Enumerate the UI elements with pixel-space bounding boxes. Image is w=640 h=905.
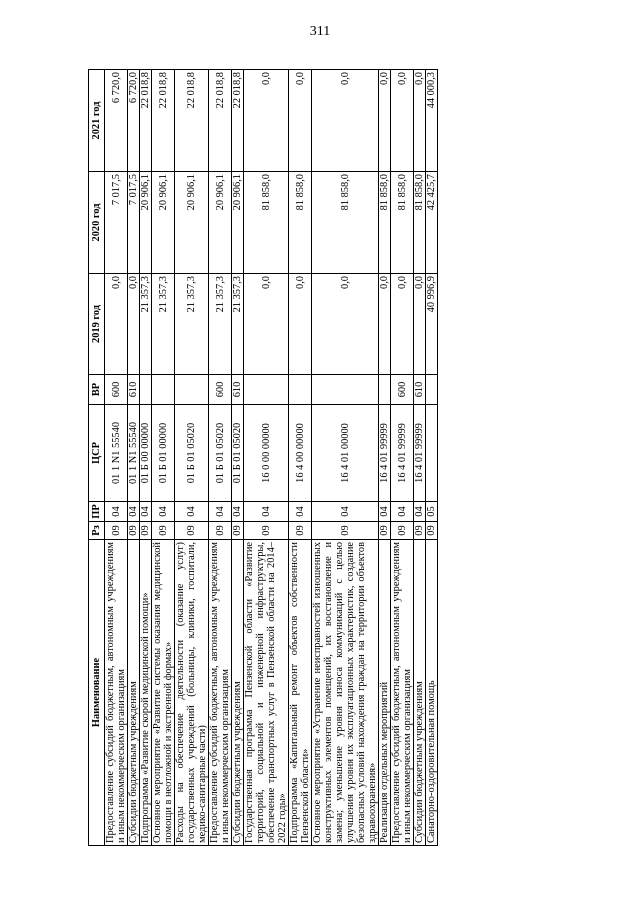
table-row [105,70,128,846]
header-2019: 2019 год [89,274,105,375]
cell-pr: 05 [426,502,438,522]
cell-2021: 0,0 [289,70,312,172]
header-2021: 2021 год [89,70,105,172]
cell-2019: 0,0 [128,274,140,375]
cell-pr: 04 [140,502,152,522]
cell-vr: 610 [414,375,426,405]
cell-pr: 04 [232,502,244,522]
cell-rz: 09 [414,522,426,540]
cell-csr: 01 Б 01 05020 [232,405,244,502]
cell-2019: 21 357,3 [209,274,232,375]
cell-pr: 04 [244,502,289,522]
cell-csr: 16 0 00 00000 [244,405,289,502]
cell-2020: 7 017,5 [128,172,140,274]
cell-csr: 01 Б 00 00000 [140,405,152,502]
cell-pr: 04 [391,502,414,522]
table-row [152,70,175,846]
cell-2020: 81 858,0 [312,172,379,274]
cell-2020: 81 858,0 [379,172,391,274]
cell-csr: 01 1 N1 55540 [105,405,128,502]
cell-pr: 04 [379,502,391,522]
cell-vr: 600 [105,375,128,405]
cell-rz: 09 [426,522,438,540]
cell-2019: 0,0 [391,274,414,375]
cell-csr [426,405,438,502]
cell-csr: 01 Б 01 05020 [209,405,232,502]
budget-table [88,69,438,846]
cell-2019: 40 996,9 [426,274,438,375]
cell-csr: 01 Б 01 00000 [152,405,175,502]
cell-rz: 09 [312,522,379,540]
table-row [244,70,289,846]
cell-csr: 01 1 N1 55540 [128,405,140,502]
cell-rz: 09 [128,522,140,540]
cell-name: Санаторно-оздоровительная помощь [426,540,438,846]
cell-2020: 20 906,1 [140,172,152,274]
cell-2020: 81 858,0 [244,172,289,274]
cell-name: Субсидии бюджетным учреждениям [414,540,426,846]
cell-2021: 6 720,0 [105,70,128,172]
cell-name: Предоставление субсидий бюджетным, автономным учреждениям и иным некоммерческим организациям [209,540,232,846]
cell-2019: 0,0 [312,274,379,375]
cell-2020: 81 858,0 [414,172,426,274]
rotated-table-container [88,70,544,846]
cell-2021: 0,0 [312,70,379,172]
cell-vr: 600 [391,375,414,405]
cell-2021: 22 018,8 [152,70,175,172]
cell-rz: 09 [232,522,244,540]
cell-vr: 610 [128,375,140,405]
table-row [391,70,414,846]
cell-2020: 42 425,7 [426,172,438,274]
cell-name: Субсидии бюджетным учреждениям [232,540,244,846]
cell-2019: 21 357,3 [175,274,209,375]
cell-vr [426,375,438,405]
cell-name: Предоставление субсидий бюджетным, автономным учреждениям и иным некоммерческим организациям [391,540,414,846]
cell-2021: 0,0 [391,70,414,172]
table-row [379,70,391,846]
header-rz: Рз [89,522,105,540]
cell-name: Подпрограмма «Капитальный ремонт объектов собственности Пензенской области» [289,540,312,846]
cell-2021: 0,0 [414,70,426,172]
cell-name: Предоставление субсидий бюджетным, автономным учреждениям и иным некоммерческим организациям [105,540,128,846]
cell-2019: 0,0 [289,274,312,375]
cell-2021: 6 720,0 [128,70,140,172]
table-row [128,70,140,846]
table-row [209,70,232,846]
cell-rz: 09 [379,522,391,540]
cell-rz: 09 [244,522,289,540]
cell-2021: 22 018,8 [209,70,232,172]
cell-2019: 21 357,3 [140,274,152,375]
cell-2020: 20 906,1 [232,172,244,274]
cell-vr [379,375,391,405]
cell-vr [175,375,209,405]
header-name: Наименование [89,540,105,846]
cell-2021: 22 018,8 [175,70,209,172]
table-row [426,70,438,846]
header-2020: 2020 год [89,172,105,274]
cell-vr [312,375,379,405]
cell-vr [152,375,175,405]
cell-rz: 09 [140,522,152,540]
cell-2021: 44 000,3 [426,70,438,172]
cell-csr: 01 Б 01 05020 [175,405,209,502]
cell-pr: 04 [289,502,312,522]
cell-name: Подпрограмма «Развитие скорой медицинской помощи» [140,540,152,846]
table-row [175,70,209,846]
cell-2020: 81 858,0 [289,172,312,274]
cell-name: Субсидии бюджетным учреждениям [128,540,140,846]
cell-name: Основное мероприятие «Устранение неисправностей изношенных конструктивных элементов помещений, их восстановление и замена; уменьшение уровня износа коммуникаций с целью улучшения уровня их эксплуатационных характеристик, создание безопасных условий нахождения граждан на территории объектов здравоохранения» [312,540,379,846]
cell-name: Реализация отдельных мероприятий [379,540,391,846]
page-number: 311 [309,24,331,39]
cell-csr: 16 4 01 99999 [414,405,426,502]
cell-pr: 04 [105,502,128,522]
cell-vr [244,375,289,405]
rotated-page-content [88,70,544,846]
cell-vr: 600 [209,375,232,405]
cell-vr [289,375,312,405]
cell-rz: 09 [175,522,209,540]
cell-csr: 16 4 01 99999 [391,405,414,502]
cell-2020: 20 906,1 [209,172,232,274]
cell-name: Основное мероприятие «Развитие системы оказания медицинской помощи в неотложной и экстренной формах» [152,540,175,846]
cell-pr: 04 [312,502,379,522]
cell-2019: 21 357,3 [152,274,175,375]
cell-vr [140,375,152,405]
cell-2020: 20 906,1 [152,172,175,274]
cell-pr: 04 [128,502,140,522]
cell-pr: 04 [152,502,175,522]
cell-2020: 7 017,5 [105,172,128,274]
cell-csr: 16 4 00 00000 [289,405,312,502]
cell-pr: 04 [414,502,426,522]
cell-2020: 81 858,0 [391,172,414,274]
cell-rz: 09 [152,522,175,540]
table-header-row [89,70,105,846]
cell-pr: 04 [175,502,209,522]
cell-2021: 22 018,8 [232,70,244,172]
cell-2021: 0,0 [379,70,391,172]
cell-pr: 04 [209,502,232,522]
header-csr: ЦСР [89,405,105,502]
cell-2019: 0,0 [105,274,128,375]
header-vr: ВР [89,375,105,405]
cell-2019: 0,0 [244,274,289,375]
cell-2019: 21 357,3 [232,274,244,375]
cell-rz: 09 [209,522,232,540]
cell-csr: 16 4 01 00000 [312,405,379,502]
table-row [312,70,379,846]
cell-name: Расходы на обеспечение деятельности (оказание услуг) государственных учреждений (больницы, клиники, госпитали, медико-санитарные части) [175,540,209,846]
cell-rz: 09 [391,522,414,540]
cell-2020: 20 906,1 [175,172,209,274]
cell-csr: 16 4 01 99999 [379,405,391,502]
table-row [414,70,426,846]
cell-rz: 09 [105,522,128,540]
cell-2019: 0,0 [379,274,391,375]
cell-2021: 22 018,8 [140,70,152,172]
cell-rz: 09 [289,522,312,540]
cell-2021: 0,0 [244,70,289,172]
table-row [232,70,244,846]
cell-vr: 610 [232,375,244,405]
cell-2019: 0,0 [414,274,426,375]
header-pr: ПР [89,502,105,522]
table-row [140,70,152,846]
table-row [289,70,312,846]
cell-name: Государственная программа Пензенской области «Развитие территорий, социальной и инженерной инфраструктуры, обеспечение транспортных услуг в Пензенской области на 2014–2022 годы» [244,540,289,846]
